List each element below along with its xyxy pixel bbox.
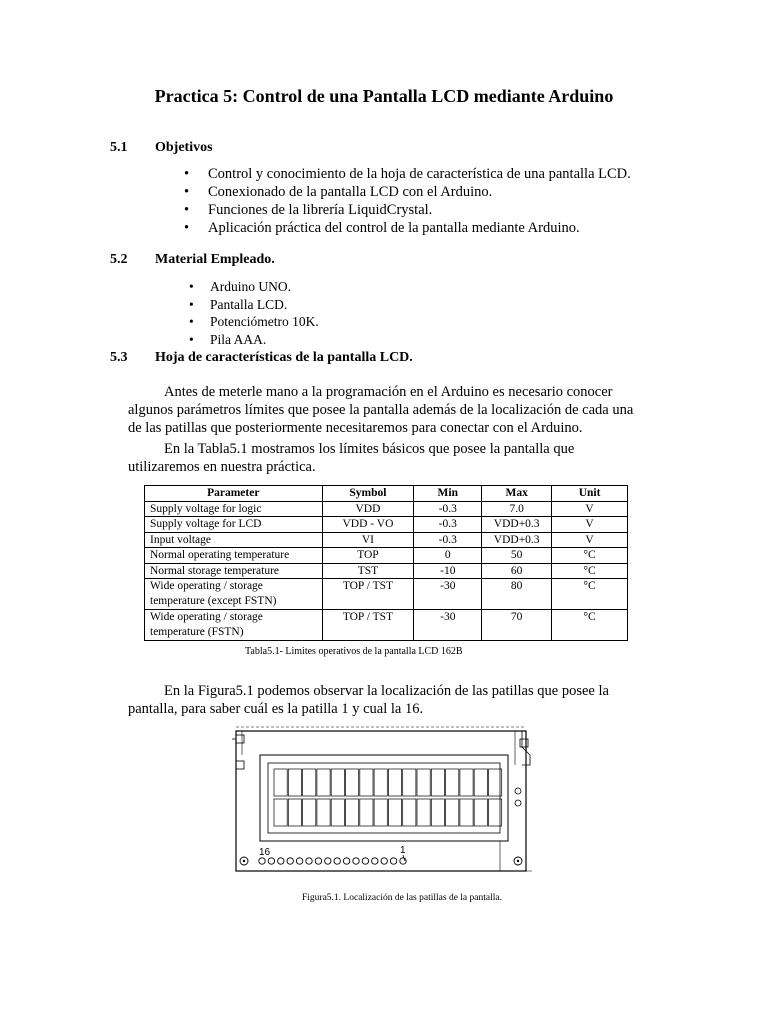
- pin: [343, 858, 349, 864]
- table-cell: 70: [482, 610, 552, 641]
- pin: [325, 858, 331, 864]
- lcd-bezel: [260, 755, 508, 841]
- section-title: Hoja de características de la pantalla LCD.: [155, 350, 413, 365]
- character-cell: [360, 799, 373, 826]
- character-cell: [431, 769, 444, 796]
- section-number: 5.2: [110, 252, 128, 267]
- mount-hole: [515, 800, 521, 806]
- table-cell: Supply voltage for logic: [145, 501, 323, 517]
- pin: [278, 858, 284, 864]
- character-cell: [431, 799, 444, 826]
- table-row: [145, 563, 628, 579]
- section-heading-objetivos: [110, 140, 213, 156]
- section-heading-hoja: [110, 350, 413, 366]
- table-header: Max: [482, 486, 552, 502]
- section-number: 5.1: [110, 140, 128, 155]
- pin: [287, 858, 293, 864]
- pin: [353, 858, 359, 864]
- figure-caption: Figura5.1. Localización de las patillas de la pantalla.: [302, 893, 502, 903]
- table-cell: -0.3: [414, 501, 482, 517]
- table-cell: V: [552, 532, 628, 548]
- pin: [372, 858, 378, 864]
- table-cell: VDD: [322, 501, 414, 517]
- character-cell: [374, 799, 387, 826]
- table-cell: 50: [482, 548, 552, 564]
- table-cell: -0.3: [414, 532, 482, 548]
- character-cell: [303, 769, 316, 796]
- table-cell: VDD - VO: [322, 517, 414, 533]
- character-cell: [417, 769, 430, 796]
- list-item: • Arduino UNO.: [185, 278, 319, 296]
- pin: [315, 858, 321, 864]
- list-item: • Conexionado de la pantalla LCD con el Arduino.: [180, 183, 631, 201]
- table-row: [145, 548, 628, 564]
- list-item: • Pila AAA.: [185, 331, 319, 349]
- list-item: • Aplicación práctica del control de la pantalla mediante Arduino.: [180, 219, 631, 237]
- character-cell: [331, 769, 344, 796]
- character-cell: [274, 799, 287, 826]
- table-cell: Supply voltage for LCD: [145, 517, 323, 533]
- paragraph-table-ref: [128, 440, 648, 476]
- table-cell: TOP / TST: [322, 610, 414, 641]
- table-cell: VDD+0.3: [482, 517, 552, 533]
- table-row: [145, 501, 628, 517]
- table-cell: V: [552, 501, 628, 517]
- table-cell: Normal storage temperature: [145, 563, 323, 579]
- character-cell: [388, 769, 401, 796]
- table-row: [145, 517, 628, 533]
- table-row: [145, 610, 628, 641]
- character-cell: [474, 769, 487, 796]
- pin: [306, 858, 312, 864]
- character-cell: [460, 769, 473, 796]
- pin-row: [259, 858, 406, 864]
- table-cell: °C: [552, 563, 628, 579]
- character-cell: [460, 799, 473, 826]
- table-cell: 60: [482, 563, 552, 579]
- pin: [400, 858, 406, 864]
- section-title: Objetivos: [155, 140, 213, 155]
- table-header-row: [145, 486, 628, 502]
- character-cell: [446, 769, 459, 796]
- objectives-list: [180, 165, 631, 237]
- table-cell: Wide operating / storage temperature (except FSTN): [145, 579, 323, 610]
- table-header: Symbol: [322, 486, 414, 502]
- pin: [268, 858, 274, 864]
- character-cell: [274, 769, 287, 796]
- section-heading-material: [110, 252, 275, 268]
- table-cell: Input voltage: [145, 532, 323, 548]
- table-cell: -30: [414, 610, 482, 641]
- table-header: Min: [414, 486, 482, 502]
- paragraph-intro: [128, 383, 648, 437]
- table-row: [145, 532, 628, 548]
- side-marker-tab: [236, 735, 244, 743]
- paragraph-text: Antes de meterle mano a la programación en el Arduino es necesario conocer algunos parámetros límites que posee la pantalla además de la localización de cada una de las patillas que posteriormente necesitaremos para conectar con el Arduino.: [128, 384, 634, 436]
- table-caption: Tabla5.1- Limites operativos de la pantalla LCD 162B: [245, 646, 463, 657]
- table-header: Unit: [552, 486, 628, 502]
- character-cell: [474, 799, 487, 826]
- character-cell: [317, 799, 330, 826]
- limits-table: [144, 485, 628, 641]
- right-bracket: [515, 731, 530, 765]
- table-cell: °C: [552, 579, 628, 610]
- table-row: [145, 579, 628, 610]
- table-cell: °C: [552, 548, 628, 564]
- table-cell: TOP: [322, 548, 414, 564]
- pin-label-16: 16: [259, 847, 271, 858]
- pin: [381, 858, 387, 864]
- pin-label-1: 1: [400, 845, 406, 856]
- character-cell: [317, 769, 330, 796]
- table-cell: -10: [414, 563, 482, 579]
- pin: [390, 858, 396, 864]
- paragraph-text: En la Figura5.1 podemos observar la localización de las patillas que posee la pantalla, para saber cuál es la patilla 1 y cual la 16.: [128, 683, 609, 717]
- character-cell: [388, 799, 401, 826]
- mount-hole: [515, 788, 521, 794]
- section-number: 5.3: [110, 350, 128, 365]
- character-cell: [446, 799, 459, 826]
- paragraph-text: En la Tabla5.1 mostramos los límites básicos que posee la pantalla que utilizaremos en nuestra práctica.: [128, 441, 575, 475]
- right-tab: [520, 739, 528, 747]
- table-cell: 7.0: [482, 501, 552, 517]
- list-item: • Pantalla LCD.: [185, 296, 319, 314]
- character-cell: [403, 799, 416, 826]
- character-cell: [331, 799, 344, 826]
- pin: [259, 858, 265, 864]
- character-cell: [303, 799, 316, 826]
- table-cell: Normal operating temperature: [145, 548, 323, 564]
- character-cell: [403, 769, 416, 796]
- table-cell: Wide operating / storage temperature (FSTN): [145, 610, 323, 641]
- mount-hole-left-inner: [243, 860, 245, 862]
- table-cell: -0.3: [414, 517, 482, 533]
- paragraph-figure-ref: [128, 682, 648, 718]
- lcd-board-outline: [236, 731, 526, 871]
- list-item: • Potenciómetro 10K.: [185, 313, 319, 331]
- pin: [362, 858, 368, 864]
- list-item: • Control y conocimiento de la hoja de característica de una pantalla LCD.: [180, 165, 631, 183]
- table-cell: TOP / TST: [322, 579, 414, 610]
- table-cell: 0: [414, 548, 482, 564]
- character-cell: [374, 769, 387, 796]
- character-cell: [288, 799, 301, 826]
- character-grid: [274, 769, 502, 826]
- section-title: Material Empleado.: [155, 252, 275, 267]
- mount-hole-right-inner: [517, 860, 519, 862]
- table-cell: TST: [322, 563, 414, 579]
- lcd-pinout-figure: [232, 725, 542, 880]
- character-cell: [346, 799, 359, 826]
- character-cell: [346, 769, 359, 796]
- table-cell: VI: [322, 532, 414, 548]
- page-title: Practica 5: Control de una Pantalla LCD mediante Arduino: [154, 86, 614, 106]
- table-cell: VDD+0.3: [482, 532, 552, 548]
- pin: [296, 858, 302, 864]
- character-cell: [417, 799, 430, 826]
- table-header: Parameter: [145, 486, 323, 502]
- table-cell: 80: [482, 579, 552, 610]
- character-cell: [360, 769, 373, 796]
- character-cell: [288, 769, 301, 796]
- materials-list: [185, 278, 319, 348]
- side-marker-tab: [236, 761, 244, 769]
- table-cell: °C: [552, 610, 628, 641]
- table-cell: V: [552, 517, 628, 533]
- pin: [334, 858, 340, 864]
- list-item: • Funciones de la librería LiquidCrystal.: [180, 201, 631, 219]
- table-cell: -30: [414, 579, 482, 610]
